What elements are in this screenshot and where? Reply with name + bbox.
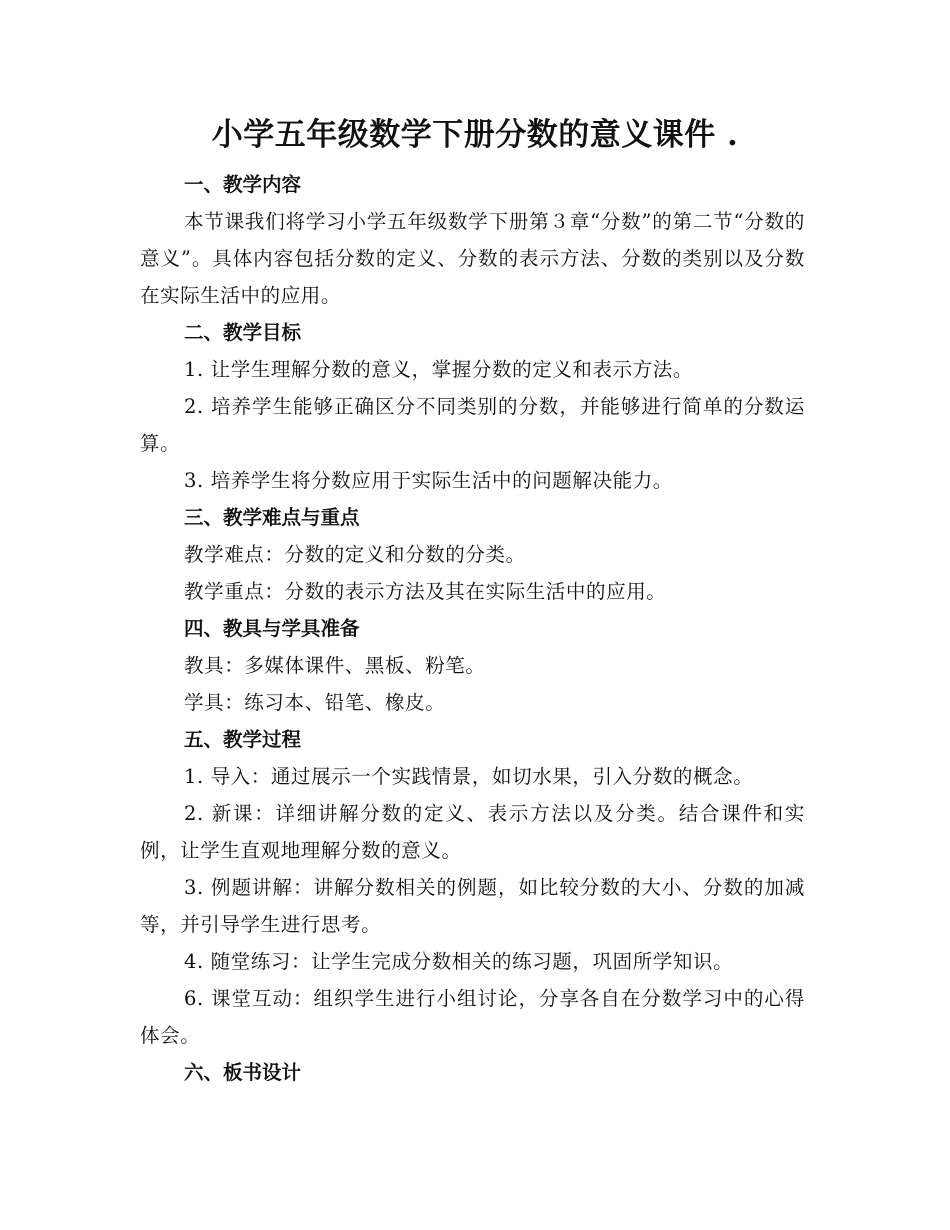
- difficulty-line: 教学难点：分数的定义和分数的分类。: [184, 543, 526, 566]
- objective-item-3: 3. 培养学生将分数应用于实际生活中的问题解决能力。: [184, 469, 673, 492]
- teaching-tools-line: 教具：多媒体课件、黑板、粉笔。: [184, 654, 486, 677]
- objective-item-2: 2. 培养学生能够正确区分不同类别的分数，并能够进行简单的分数运算。: [140, 395, 805, 455]
- objective-item-1: 1. 让学生理解分数的意义，掌握分数的定义和表示方法。: [184, 358, 694, 381]
- section-heading-objectives: 二、教学目标: [184, 321, 302, 344]
- document-body: [140, 166, 805, 1091]
- process-item-1: 1. 导入：通过展示一个实践情景，如切水果，引入分数的概念。: [184, 765, 754, 788]
- student-tools-line: 学具：练习本、铅笔、橡皮。: [184, 691, 446, 714]
- section-heading-tools: 四、教具与学具准备: [184, 617, 360, 640]
- section-heading-content: 一、教学内容: [184, 173, 302, 196]
- document-title: 小学五年级数学下册分数的意义课件 .: [211, 117, 739, 153]
- key-point-line: 教学重点：分数的表示方法及其在实际生活中的应用。: [184, 580, 667, 603]
- process-item-6: 6. 课堂互动：组织学生进行小组讨论，分享各自在分数学习中的心得体会。: [140, 987, 805, 1047]
- section-heading-board: 六、板书设计: [184, 1061, 302, 1084]
- process-item-2: 2. 新课：详细讲解分数的定义、表示方法以及分类。结合课件和实例，让学生直观地理解分数的意义。: [140, 802, 805, 862]
- process-item-3: 3. 例题讲解：讲解分数相关的例题，如比较分数的大小、分数的加减等，并引导学生进行思考。: [140, 876, 805, 936]
- content-paragraph: 本节课我们将学习小学五年级数学下册第３章“分数”的第二节“分数的意义”。具体内容包括分数的定义、分数的表示方法、分数的类别以及分数在实际生活中的应用。: [140, 210, 805, 307]
- section-heading-process: 五、教学过程: [184, 728, 302, 751]
- section-heading-difficulties: 三、教学难点与重点: [184, 506, 360, 529]
- process-item-4: 4. 随堂练习：让学生完成分数相关的练习题，巩固所学知识。: [184, 950, 734, 973]
